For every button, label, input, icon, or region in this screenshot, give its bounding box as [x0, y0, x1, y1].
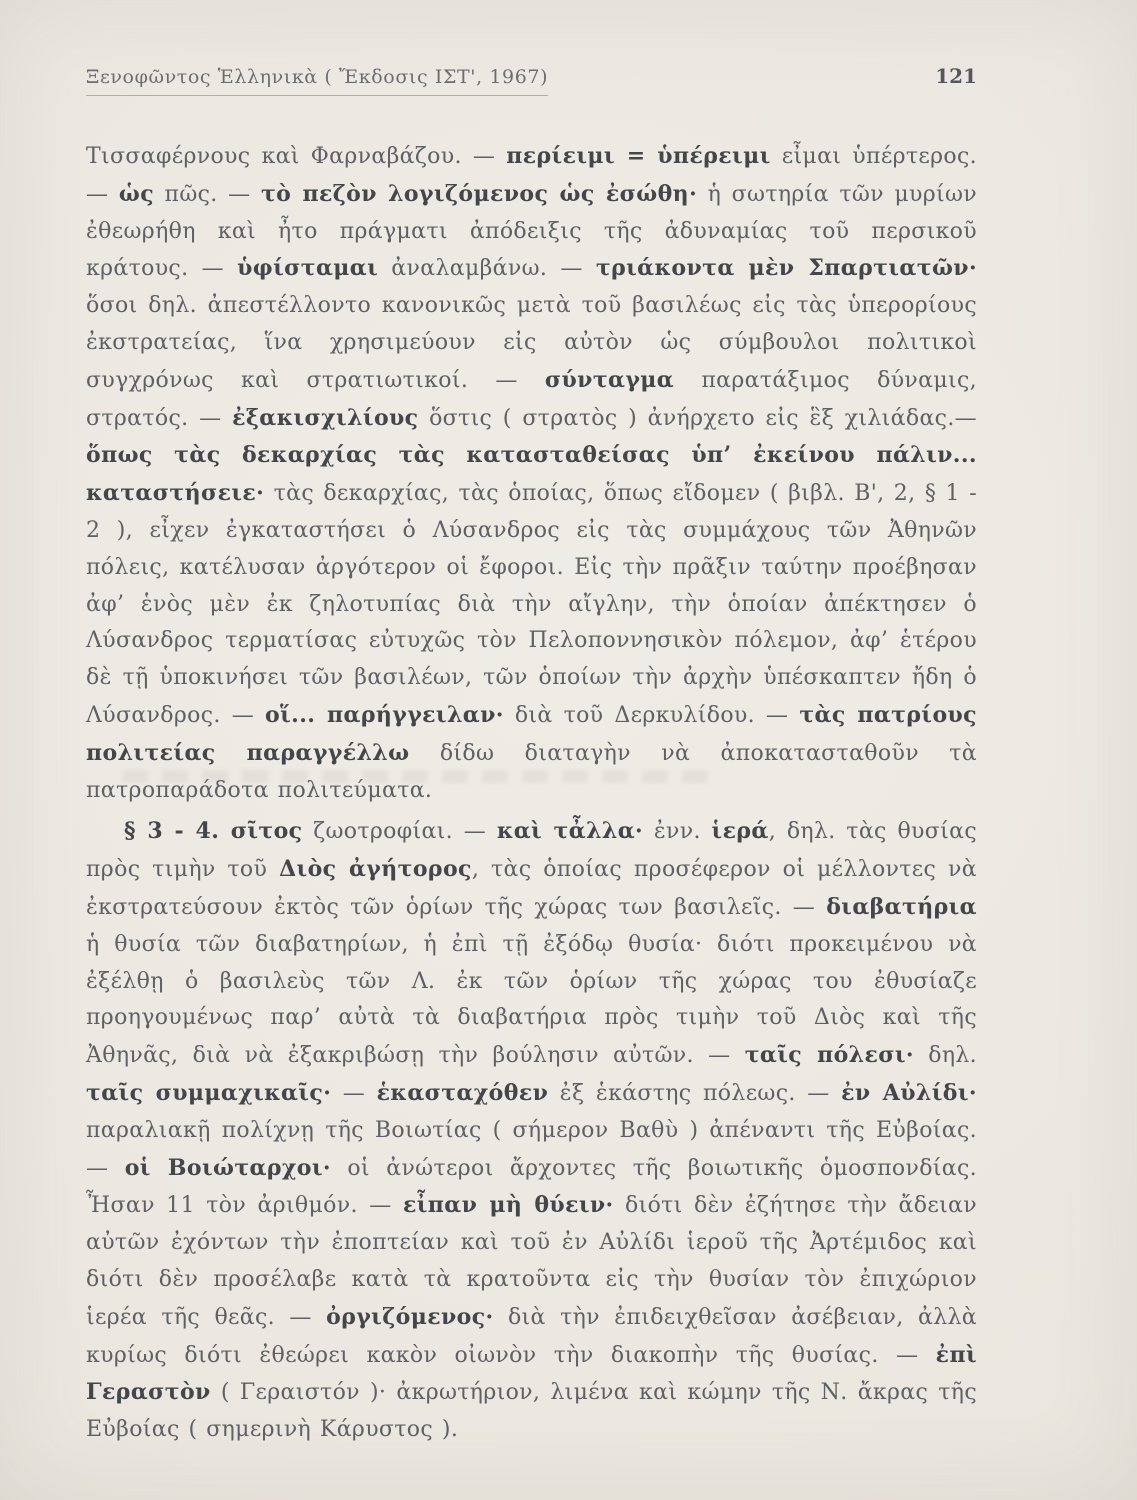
lemma-bold-run: καὶ τἆλλα·	[496, 818, 644, 845]
lemma-bold-run: σύνταγμα	[544, 366, 675, 393]
lemma-bold-run: ταῖς πόλεσι·	[744, 1042, 914, 1069]
text-run: , δηλ. τὰς θυσίας πρὸς τιμὴν τοῦ	[86, 819, 977, 883]
lemma-bold-run: ἱερά	[711, 818, 769, 845]
lemma-bold-run: ταῖς συμμαχικαῖς·	[86, 1079, 332, 1106]
lemma-bold-run: οἵ... παρήγγειλαν·	[265, 701, 504, 728]
text-run: οἱ ἀνώτεροι ἄρχοντες τῆς βοιωτικῆς ὁμοσπονδίας. Ἦσαν 11 τὸν ἀριθμόν. —	[86, 1155, 977, 1219]
commentary-text	[86, 138, 977, 1449]
text-run: διότι δὲν ἐζήτησε τὴν ἄδειαν αὐτῶν ἐχόντων τὴν ἐποπτείαν καὶ τοῦ ἐν Αὐλίδι ἱεροῦ τῆς Ἀρτέμιδος καὶ διότι δὲν προσέλαβε κατὰ τὰ κρατοῦντα εἰς τὴν θυσίαν τὸν ἐπιχώριον ἱερέα τῆς θεᾶς. —	[86, 1193, 977, 1330]
lemma-bold-run: § 3 - 4. σῖτος	[124, 818, 303, 845]
text-run: ἀναλαμβάνω. —	[378, 256, 596, 282]
text-run: τὰς δεκαρχίας, τὰς ὁποίας, ὅπως εἴδομεν ( βιβλ. Β', 2, § 1 - 2 ), εἶχεν ἐγκαταστήσει ὁ Λύσανδρος εἰς τὰς συμμάχους τῶν Ἀθηνῶν πόλεις, κατέλυσαν ἀργότερον οἱ ἔφοροι. Εἰς τὴν πρᾶξιν ταύτην προέβησαν ἀφ’ ἑνὸς μὲν ἐκ ζηλοτυπίας διὰ τὴν αἴγλην, τὴν ὁποίαν ἀπέκτησεν ὁ Λύσανδρος τερματίσας εὐτυχῶς τὸν Πελοποννησικὸν πόλεμον, ἀφ’ ἑτέρου δὲ τῇ ὑποκινήσει τῶν βασιλέων, τῶν ὁποίων τὴν ἀρχὴν ὑπέσκαπτεν ἤδη ὁ Λύσανδρος. —	[86, 481, 977, 728]
lemma-bold-run: διαβατήρια	[826, 893, 977, 920]
text-run: ἡ σωτηρία τῶν μυρίων ἐθεωρήθη καὶ ἦτο πράγματι ἀπόδειξις τῆς ἀδυναμίας τοῦ περσικοῦ κράτους. —	[86, 181, 978, 282]
lemma-bold-run: ὀργιζόμενος·	[326, 1303, 494, 1330]
lemma-bold-run: ἐξακισχιλίους	[232, 404, 419, 431]
text-run: ἡ θυσία τῶν διαβατηρίων, ἡ ἐπὶ τῇ ἐξόδῳ θυσία· διότι προκειμένου νὰ ἐξέλθῃ ὁ βασιλεὺς τῶν Λ. ἐκ τῶν ὁρίων τῆς χώρας του ἐθυσίαζε προηγουμένως παρ’ αὐτὰ τὰ διαβατήρια πρὸς τιμὴν τοῦ Διὸς καὶ τῆς Ἀθηνᾶς, διὰ νὰ ἐξακριβώσῃ τὴν βούλησιν αὐτῶν. —	[86, 931, 977, 1069]
lemma-bold-run: ἑκασταχόθεν	[376, 1079, 549, 1106]
page-number: 121	[935, 64, 977, 88]
lemma-bold-run: τριάκοντα μὲν Σπαρτιατῶν·	[595, 255, 978, 282]
lemma-bold-run: περίειμι = ὑπέρειμι	[506, 143, 771, 169]
text-run: ( Γεραιστόν )· ἀκρωτήριον, λιμένα καὶ κώμην τῆς Ν. ἄκρας τῆς Εὐβοίας ( σημερινὴ Κάρυστος ).	[86, 1380, 977, 1443]
text-run: —	[331, 1080, 377, 1106]
running-head-title: Ξενοφῶντος Ἑλληνικὰ ( Ἔκδοσις ΙΣΤ', 1967)	[86, 66, 548, 96]
lemma-bold-run: ἐπὶ Γεραστὸν	[86, 1341, 977, 1406]
text-run: παρατάξιμος δύναμις, στρατός. —	[86, 367, 977, 431]
paragraph-commentary-2	[86, 813, 977, 1449]
lemma-bold-run: τὰς πατρίους πολιτείας παραγγέλλω	[86, 701, 977, 766]
text-run: ἐξ ἑκάστης πόλεως. —	[548, 1080, 842, 1106]
text-run: ὅσοι δηλ. ἀπεστέλλοντο κανονικῶς μετὰ τοῦ βασιλέως εἰς τὰς ὑπερορίους ἐκστρατείας, ἵνα χρησιμεύουν εἰς αὐτὸν ὡς σύμβουλοι πολιτικοὶ συγχρόνως καὶ στρατιωτικοί. —	[86, 293, 977, 393]
text-run: , τὰς ὁποίας προσέφερον οἱ μέλλοντες νὰ ἐκστρατεύσουν ἐκτὸς τῶν ὁρίων τῆς χώρας των βασιλεῖς. —	[86, 857, 977, 920]
text-run: ἐνν.	[643, 819, 712, 845]
lemma-bold-run: Διὸς ἀγήτορος	[279, 856, 472, 883]
lemma-bold-run: οἱ Βοιώταρχοι·	[124, 1154, 331, 1181]
text-run: παραλιακῇ πολίχνῃ τῆς Βοιωτίας ( σήμερον Βαθὺ ) ἀπέναντι τῆς Εὐβοίας. —	[86, 1117, 977, 1181]
text-run: πῶς. —	[154, 181, 261, 207]
lemma-bold-run: ὅπως τὰς δεκαρχίας τὰς κατασταθείσας ὑπ’ ἐκείνου πάλιν... καταστήσειε·	[86, 442, 977, 507]
text-run: διὰ τοῦ Δερκυλίδου. —	[503, 702, 800, 728]
text-run: ζωοτροφίαι. —	[302, 819, 497, 845]
lemma-bold-run: ὡς	[118, 180, 155, 207]
text-run: Τισσαφέρνους καὶ Φαρναβάζου. —	[86, 144, 507, 169]
text-run: διὰ τὴν ἐπιδειχθεῖσαν ἀσέβειαν, ἀλλὰ κυρίως διότι ἐθεώρει κακὸν οἰωνὸν τὴν διακοπὴν τῆς θυσίας. —	[86, 1304, 977, 1368]
text-run: δηλ.	[913, 1043, 978, 1069]
text-run: δίδω διαταγὴν νὰ ἀποκατασταθοῦν τὰ πατροπαράδοτα πολιτεύματα.	[86, 740, 978, 803]
text-run: ὅστις ( στρατὸς ) ἀνήρχετο εἰς ἓξ χιλιάδας.—	[418, 405, 978, 431]
lemma-bold-run: εἶπαν μὴ θύειν·	[402, 1192, 614, 1219]
lemma-bold-run: ὑφίσταμαι	[237, 255, 379, 282]
paragraph-commentary-1	[86, 138, 977, 809]
running-head	[86, 64, 977, 96]
lemma-bold-run: ἐν Αὐλίδι·	[841, 1079, 977, 1106]
text-run: εἶμαι ὑπέρτερος. —	[86, 144, 978, 207]
lemma-bold-run: τὸ πεζὸν λογιζόμενος ὡς ἐσώθη·	[260, 180, 698, 207]
